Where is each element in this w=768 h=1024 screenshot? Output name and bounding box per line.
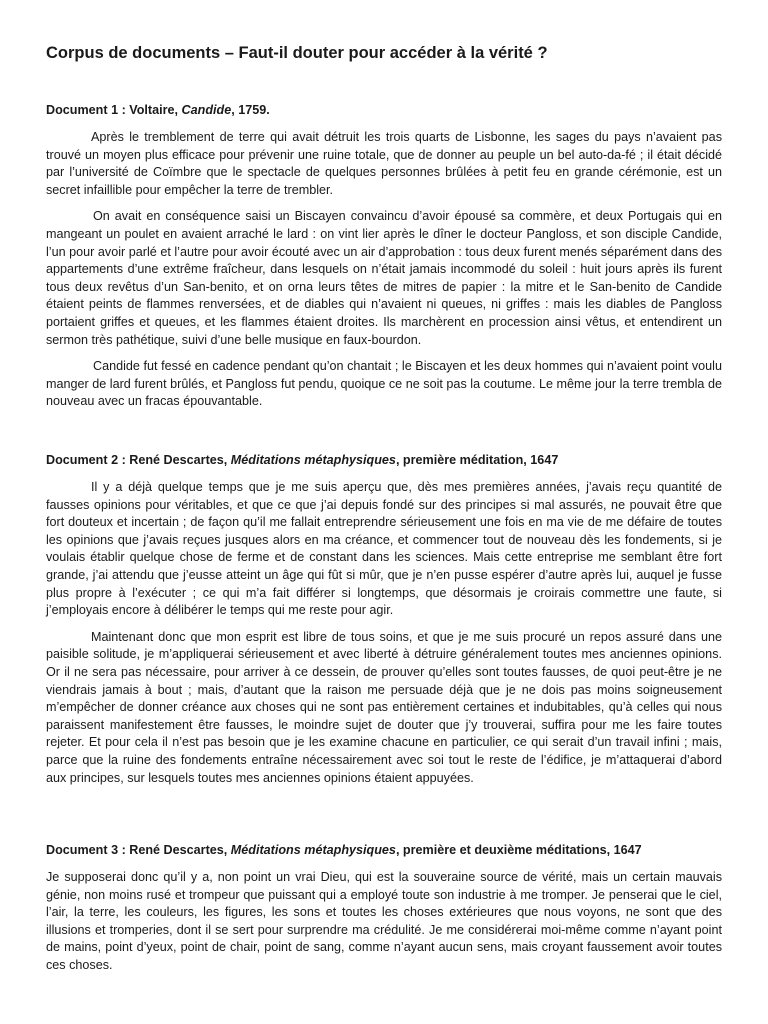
document-2-paragraph-2: Maintenant donc que mon esprit est libre de tous soins, et que je me suis procuré un repos assuré dans une paisible solitude, je m’appliquerai sérieusement et avec liberté à détruire généralement toutes mes anciennes opinions. Or il ne sera pas nécessaire, pour arriver à ce dessein, de prouver qu’elles sont toutes fausses, de quoi peut-être je ne viendrais jamais à bout ; mais, d’autant que la raison me persuade déjà que je ne dois pas moins soigneusement m’empêcher de donner créance aux choses qui ne sont pas entièrement certaines et indubitables, qu’à celles qui nous paraissent manifestement être fausses, le moindre sujet de douter que j’y trouverai, suffira pour me les faire toutes rejeter. Et pour cela il n’est pas besoin que je les examine chacune en particulier, ce qui serait d’un travail infini ; mais, parce que la ruine des fondements entraîne nécessairement avec soi tout le reste de l’édifice, je m’attaquerai d’abord aux principes, sur lesquels toutes mes anciennes opinions étaient appuyées. xyxy=(46,629,722,785)
document-1-heading-prefix: Document 1 : Voltaire, xyxy=(46,103,182,117)
document-1-heading-work: Candide xyxy=(181,103,232,117)
document-1-paragraph-1: Après le tremblement de terre qui avait détruit les trois quarts de Lisbonne, les sages du pays n’avaient pas trouvé un moyen plus efficace pour prévenir une ruine totale, que de donner au peuple un bel auto-da-fé ; il était décidé par l’université de Coïmbre que le spectacle de quelques personnes brûlées à petit feu en grande cérémonie, est un secret infaillible pour empêcher la terre de trembler. xyxy=(46,130,722,197)
document-1-paragraph-2: On avait en conséquence saisi un Biscayen convaincu d’avoir épousé sa commère, et deux Portugais qui en mangeant un poulet en avaient arraché le lard : on vint lier après le dîner le docteur Pangloss, et son disciple Candide, l’un pour avoir parlé et l’autre pour avoir écouté avec un air d’approbation : tous deux furent menés séparément dans des appartements d’une extrême fraîcheur, dans lesquels on n’était jamais incommodé du soleil : huit jours après ils furent tous deux revêtus d’un San-benito, et on orna leurs têtes de mitres de papier : la mitre et le San-benito de Candide étaient peints de flammes renversées, et de diables qui n’avaient ni queues, ni griffes : mais les diables de Pangloss portaient griffes et queues, et les flammes étaient droites. Ils marchèrent en procession ainsi vêtus, et entendirent un sermon très pathétique, suivi d’une belle musique en faux-bourdon. xyxy=(46,209,722,347)
document-3-heading-work: Méditations métaphysiques xyxy=(230,843,396,857)
document-3 xyxy=(46,841,722,984)
document-1-paragraph-3: Candide fut fessé en cadence pendant qu’on chantait ; le Biscayen et les deux hommes qui n’avaient point voulu manger de lard furent brûlés, et Pangloss fut pendu, quoique ce ne soit pas la coutume. Le même jour la terre trembla de nouveau avec un fracas épouvantable. xyxy=(46,359,722,409)
document-2 xyxy=(46,451,722,796)
document-1-heading-suffix: , 1759. xyxy=(231,103,270,117)
document-3-paragraph-1: Je supposerai donc qu’il y a, non point un vrai Dieu, qui est la souveraine source de vérité, mais un certain mauvais génie, non moins rusé et trompeur que puissant qui a employé toute son industrie à me tromper. Je penserai que le ciel, l’air, la terre, les couleurs, les figures, les sons et toutes les choses extérieures que nous voyons, ne sont que des illusions et tromperies, dont il se sert pour surprendre ma crédulité. Je me considérerai moi-même comme n’ayant point de mains, point d’yeux, point de chair, point de sang, comme n’ayant aucun sens, mais croyant faussement avoir toutes ces choses. xyxy=(46,870,722,972)
document-3-heading-suffix: , première et deuxième méditations, 1647 xyxy=(395,843,642,857)
document-3-heading xyxy=(46,841,722,859)
document-2-heading-work: Méditations métaphysiques xyxy=(230,453,396,467)
document-1-heading xyxy=(46,101,722,119)
document-2-heading-suffix: , première méditation, 1647 xyxy=(395,453,559,467)
page-title: Corpus de documents – Faut-il douter pour accéder à la vérité ? xyxy=(46,44,548,62)
document-1 xyxy=(46,101,722,420)
document-2-paragraph-1: Il y a déjà quelque temps que je me suis aperçu que, dès mes premières années, j’avais reçu quantité de fausses opinions pour véritables, et que ce que j’ai depuis fondé sur des principes si mal assurés, ne pouvait être que fort douteux et incertain ; de façon qu’il me fallait entreprendre sérieusement une fois en ma vie de me défaire de toutes les opinions que j’avais reçues jusques alors en ma créance, et commencer tout de nouveau dès les fondements, si je voulais établir quelque chose de ferme et de constant dans les sciences. Mais cette entreprise me semblant être fort grande, j’ai attendu que j’eusse atteint un âge qui fût si mûr, que je n’en pusse espérer d’autre après lui, auquel je fusse plus propre à l’exécuter ; ce qui m’a fait différer si longtemps, que désormais je croirais commettre une faute, si j’employais encore à délibérer le temps qui me reste pour agir. xyxy=(46,480,722,618)
document-2-heading xyxy=(46,451,722,469)
document-2-heading-prefix: Document 2 : René Descartes, xyxy=(46,453,231,467)
document-3-heading-prefix: Document 3 : René Descartes, xyxy=(46,843,231,857)
